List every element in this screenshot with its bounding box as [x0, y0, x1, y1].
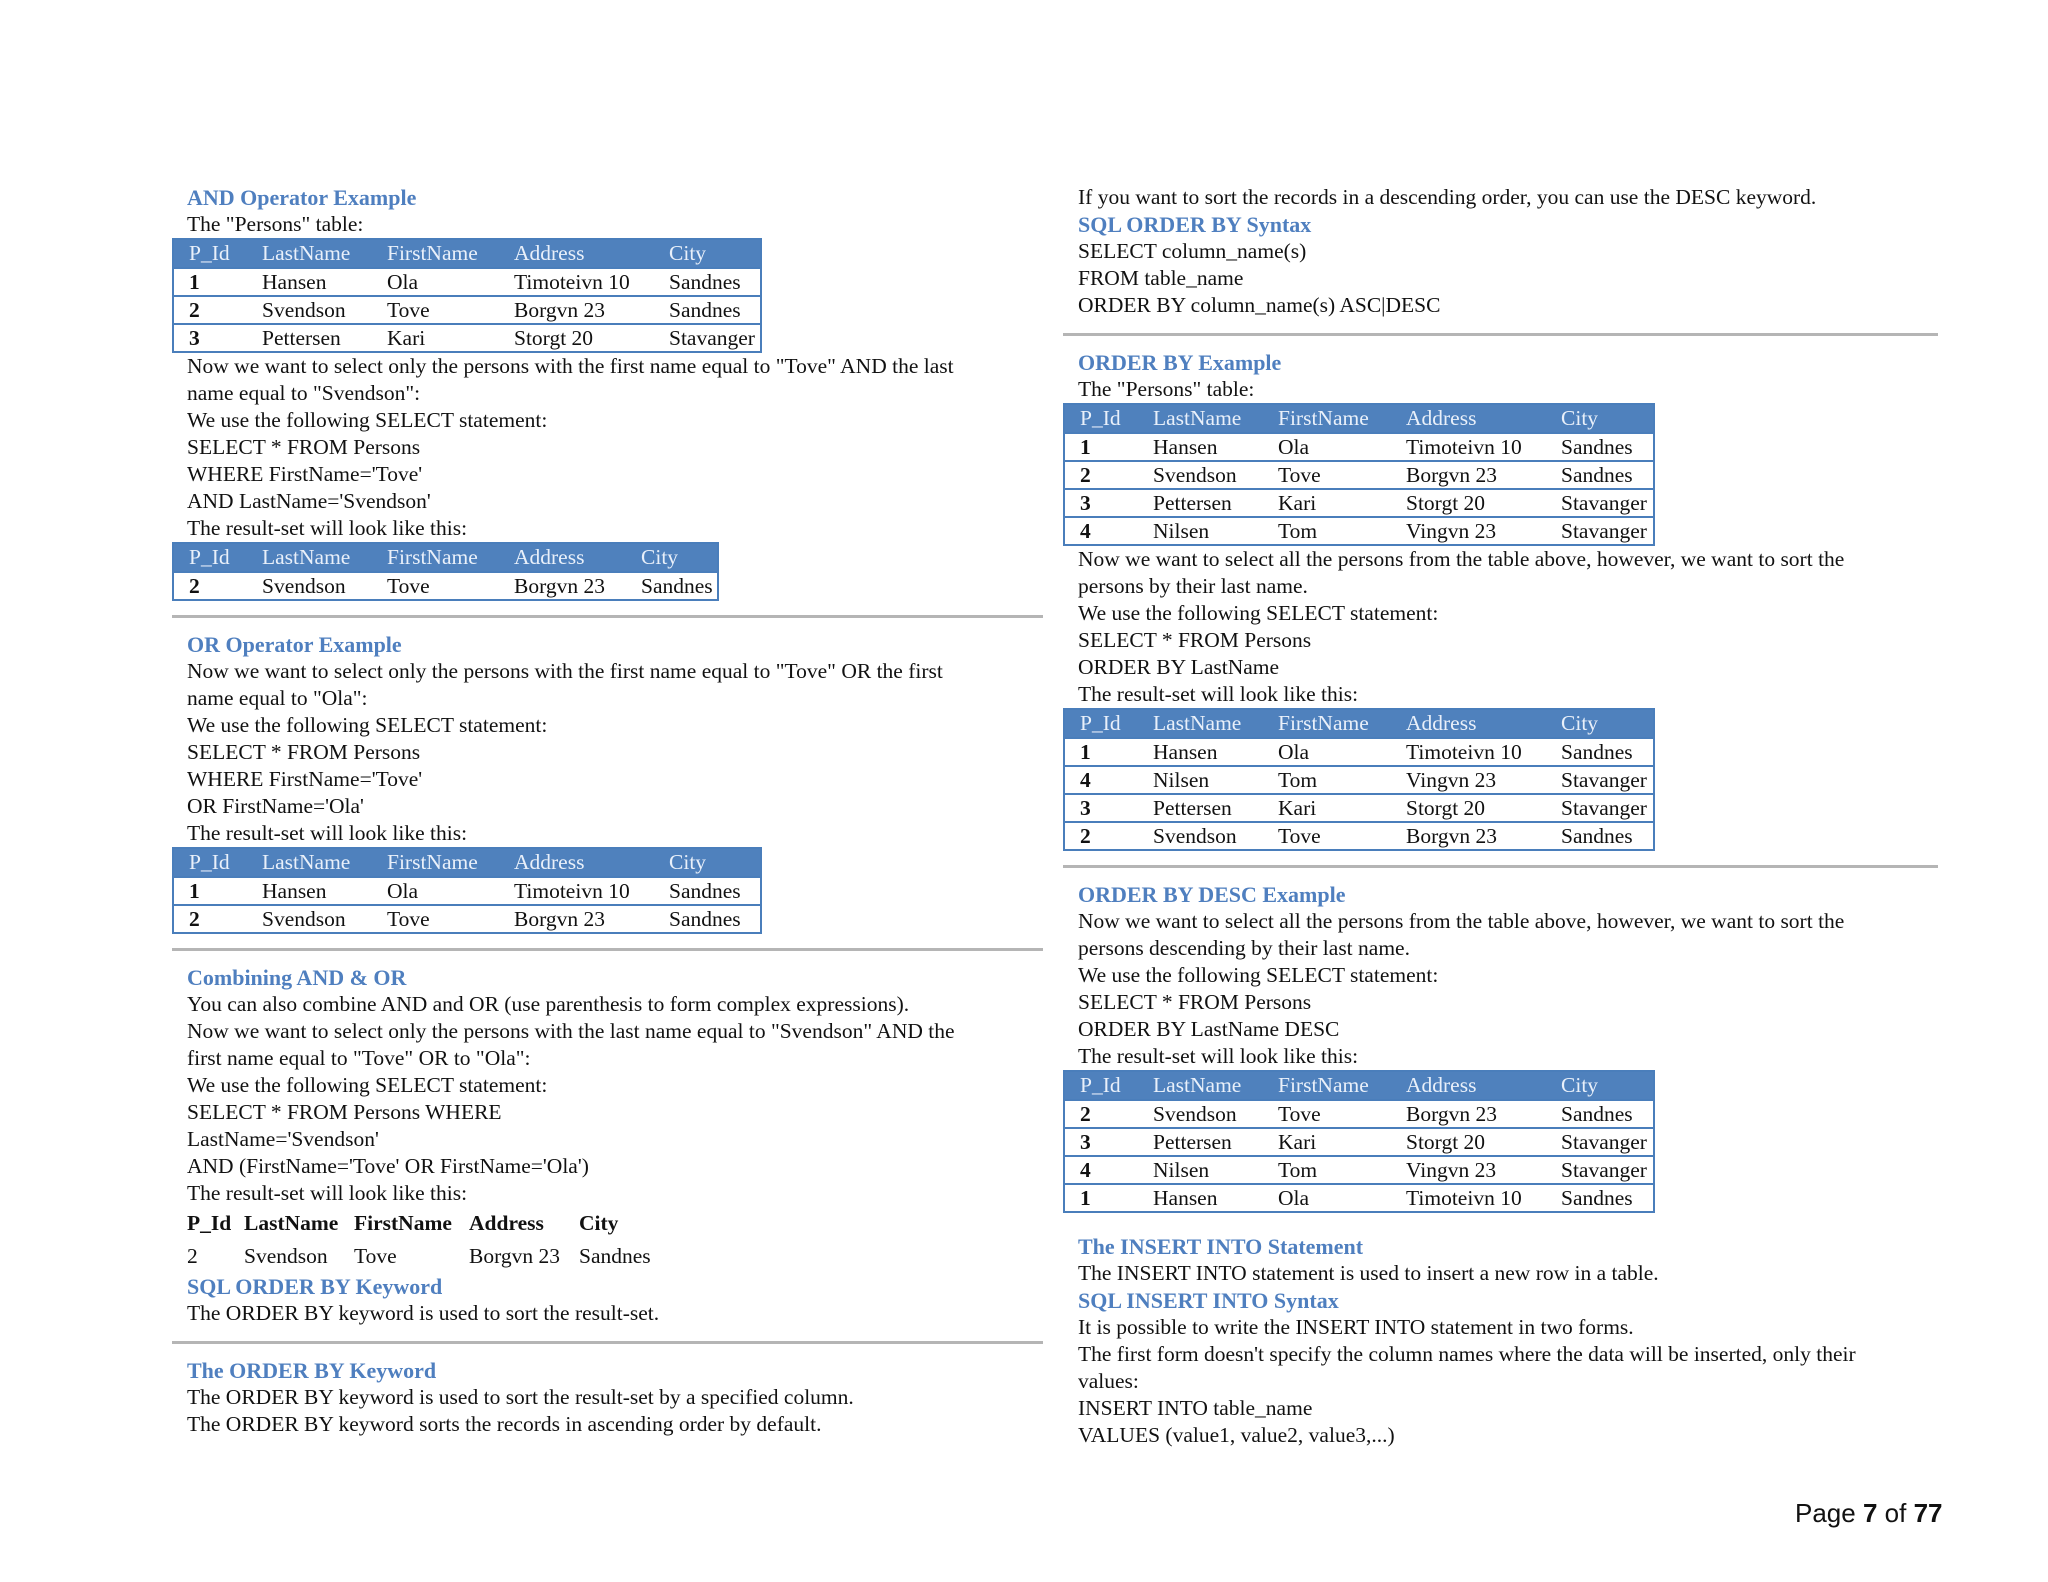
table-cell: Nilsen — [1138, 766, 1263, 794]
table-cell: 2 — [173, 905, 247, 933]
table-cell: Timoteivn 10 — [1391, 433, 1546, 461]
the-order-by-heading: The ORDER BY Keyword — [187, 1358, 437, 1383]
table-cell: Sandnes — [1546, 461, 1654, 489]
column-header: LastName — [1138, 709, 1263, 738]
insert-into-syntax-text — [1078, 1314, 1938, 1449]
text-line: persons by their last name. — [1078, 574, 1308, 598]
text-line: SELECT * FROM Persons — [1078, 990, 1312, 1014]
combining-result-row — [187, 1240, 1043, 1273]
table-cell: Borgvn 23 — [499, 296, 654, 324]
table-row — [1064, 1128, 1654, 1156]
table-cell: Tom — [1263, 517, 1391, 545]
table-row — [1064, 822, 1654, 850]
column-header: LastName — [1138, 404, 1263, 433]
table-cell: Stavanger — [1546, 794, 1654, 822]
total-pages: 77 — [1913, 1498, 1943, 1528]
text-line: Now we want to select only the persons with the first name equal to "Tove" AND the last — [187, 354, 954, 378]
column-header: City — [1546, 709, 1654, 738]
plain-cell: Svendson — [244, 1244, 328, 1268]
combining-text — [187, 991, 1043, 1207]
column-header: P_Id — [173, 239, 247, 268]
table-cell: Borgvn 23 — [499, 905, 654, 933]
column-header: P_Id — [1064, 404, 1138, 433]
table-cell: Tom — [1263, 766, 1391, 794]
table-cell: Hansen — [1138, 1184, 1263, 1212]
table-cell: 4 — [1064, 766, 1138, 794]
plain-header-cell: P_Id — [187, 1211, 232, 1235]
right-column — [1078, 184, 1938, 1449]
order-by-desc-text — [1078, 908, 1938, 1070]
table-cell: Storgt 20 — [1391, 1128, 1546, 1156]
text-line: It is possible to write the INSERT INTO statement in two forms. — [1078, 1315, 1634, 1339]
column-header: FirstName — [1263, 404, 1391, 433]
table-cell: Ola — [1263, 433, 1391, 461]
table-cell: Sandnes — [654, 268, 761, 296]
table-cell: Tove — [1263, 822, 1391, 850]
table-cell: Tom — [1263, 1156, 1391, 1184]
column-header: P_Id — [173, 848, 247, 877]
table-row — [173, 268, 761, 296]
table-cell: 3 — [173, 324, 247, 352]
text-line: The first form doesn't specify the column names where the data will be inserted, only their — [1078, 1342, 1856, 1366]
table-cell: Hansen — [1138, 433, 1263, 461]
table-header-row — [173, 543, 718, 572]
table-cell: 4 — [1064, 1156, 1138, 1184]
or-result-table — [172, 847, 762, 934]
table-row — [1064, 461, 1654, 489]
table-cell: Sandnes — [1546, 822, 1654, 850]
column-header: City — [1546, 1071, 1654, 1100]
column-header: P_Id — [173, 543, 247, 572]
column-header: City — [1546, 404, 1654, 433]
text-line: FROM table_name — [1078, 266, 1244, 290]
text-line: Now we want to select only the persons with the last name equal to "Svendson" AND the — [187, 1019, 955, 1043]
combining-heading: Combining AND & OR — [187, 965, 407, 990]
table-cell: Timoteivn 10 — [499, 268, 654, 296]
table-cell: Ola — [1263, 1184, 1391, 1212]
table-cell: 1 — [173, 268, 247, 296]
column-header: Address — [1391, 709, 1546, 738]
table-row — [173, 572, 718, 600]
column-header: Address — [499, 543, 626, 572]
persons-table — [1063, 403, 1655, 546]
table-cell: 2 — [173, 572, 247, 600]
order-by-desc-heading: ORDER BY DESC Example — [1078, 882, 1346, 907]
table-cell: Kari — [372, 324, 499, 352]
table-cell: Sandnes — [1546, 1100, 1654, 1128]
table-cell: 4 — [1064, 517, 1138, 545]
table-cell: Kari — [1263, 1128, 1391, 1156]
table-cell: Svendson — [1138, 1100, 1263, 1128]
table-row — [173, 877, 761, 905]
text-line: WHERE FirstName='Tove' — [187, 462, 423, 486]
plain-header-cell: City — [579, 1211, 619, 1235]
text-line: values: — [1078, 1369, 1139, 1393]
table-row — [1064, 1184, 1654, 1212]
text-line: first name equal to "Tove" OR to "Ola": — [187, 1046, 531, 1070]
text-line: INSERT INTO table_name — [1078, 1396, 1313, 1420]
table-cell: Sandnes — [654, 905, 761, 933]
persons-table — [172, 238, 762, 353]
table-cell: Pettersen — [1138, 1128, 1263, 1156]
table-row — [173, 324, 761, 352]
table-cell: Sandnes — [1546, 433, 1654, 461]
or-example-heading: OR Operator Example — [187, 632, 402, 657]
text-line: SELECT * FROM Persons — [187, 740, 421, 764]
table-cell: 2 — [1064, 822, 1138, 850]
column-header: Address — [499, 239, 654, 268]
table-cell: Sandnes — [654, 877, 761, 905]
text-line: AND (FirstName='Tove' OR FirstName='Ola') — [187, 1154, 589, 1178]
text-line: persons descending by their last name. — [1078, 936, 1410, 960]
table-cell: Vingvn 23 — [1391, 766, 1546, 794]
table-cell: Sandnes — [626, 572, 718, 600]
column-header: FirstName — [372, 543, 499, 572]
text-line: ORDER BY LastName DESC — [1078, 1017, 1340, 1041]
text-line: We use the following SELECT statement: — [1078, 601, 1439, 625]
table-cell: Tove — [372, 572, 499, 600]
table-cell: 3 — [1064, 1128, 1138, 1156]
table-cell: Storgt 20 — [499, 324, 654, 352]
column-header: FirstName — [1263, 709, 1391, 738]
column-header: FirstName — [372, 848, 499, 877]
text-line: LastName='Svendson' — [187, 1127, 379, 1151]
column-header: LastName — [247, 848, 372, 877]
table-cell: Storgt 20 — [1391, 489, 1546, 517]
table-cell: Timoteivn 10 — [1391, 1184, 1546, 1212]
insert-into-syntax-heading: SQL INSERT INTO Syntax — [1078, 1288, 1339, 1313]
text-line: Now we want to select all the persons from the table above, however, we want to sort the — [1078, 909, 1845, 933]
left-column — [187, 184, 1043, 1438]
order-by-example-heading: ORDER BY Example — [1078, 350, 1282, 375]
table-cell: Ola — [372, 877, 499, 905]
column-header: City — [654, 848, 761, 877]
table-cell: Ola — [1263, 738, 1391, 766]
desc-intro: If you want to sort the records in a descending order, you can use the DESC keyword. — [1078, 185, 1817, 209]
table-row — [1064, 489, 1654, 517]
table-cell: Vingvn 23 — [1391, 1156, 1546, 1184]
text-line: Now we want to select only the persons with the first name equal to "Tove" OR the first — [187, 659, 943, 683]
table-cell: 1 — [173, 877, 247, 905]
text-line: name equal to "Ola": — [187, 686, 368, 710]
table-row — [1064, 738, 1654, 766]
table-cell: Stavanger — [654, 324, 761, 352]
table-row — [173, 905, 761, 933]
text-line: SELECT * FROM Persons — [1078, 628, 1312, 652]
page-word: Page — [1795, 1498, 1856, 1528]
column-header: City — [626, 543, 718, 572]
table-cell: Svendson — [247, 572, 372, 600]
and-example-intro: The "Persons" table: — [187, 212, 364, 236]
table-cell: Borgvn 23 — [1391, 822, 1546, 850]
order-by-syntax-heading: SQL ORDER BY Syntax — [1078, 212, 1312, 237]
table-cell: 2 — [1064, 1100, 1138, 1128]
table-cell: Borgvn 23 — [499, 572, 626, 600]
column-header: Address — [499, 848, 654, 877]
table-cell: Hansen — [1138, 738, 1263, 766]
table-cell: Borgvn 23 — [1391, 1100, 1546, 1128]
section-divider — [172, 948, 1043, 951]
text-line: AND LastName='Svendson' — [187, 489, 431, 513]
table-cell: Svendson — [247, 296, 372, 324]
column-header: LastName — [247, 239, 372, 268]
table-row — [1064, 1100, 1654, 1128]
text-line: The result-set will look like this: — [187, 821, 468, 845]
text-line: The result-set will look like this: — [187, 516, 468, 540]
text-line: The result-set will look like this: — [1078, 682, 1359, 706]
table-cell: Nilsen — [1138, 517, 1263, 545]
column-header: City — [654, 239, 761, 268]
table-cell: Stavanger — [1546, 489, 1654, 517]
table-cell: Nilsen — [1138, 1156, 1263, 1184]
plain-header-cell: FirstName — [354, 1211, 452, 1235]
table-cell: Tove — [372, 905, 499, 933]
text-line: OR FirstName='Ola' — [187, 794, 364, 818]
table-cell: 1 — [1064, 1184, 1138, 1212]
text-line: ORDER BY column_name(s) ASC|DESC — [1078, 293, 1441, 317]
text-line: SELECT * FROM Persons — [187, 435, 421, 459]
table-cell: Stavanger — [1546, 517, 1654, 545]
text-line: WHERE FirstName='Tove' — [187, 767, 423, 791]
text-line: The result-set will look like this: — [1078, 1044, 1359, 1068]
table-cell: 1 — [1064, 433, 1138, 461]
table-row — [1064, 766, 1654, 794]
table-cell: Svendson — [1138, 822, 1263, 850]
table-cell: Tove — [372, 296, 499, 324]
text-line: Now we want to select all the persons from the table above, however, we want to sort the — [1078, 547, 1845, 571]
text-line: VALUES (value1, value2, value3,...) — [1078, 1423, 1395, 1447]
table-cell: Sandnes — [1546, 1184, 1654, 1212]
column-header: LastName — [1138, 1071, 1263, 1100]
table-row — [1064, 1156, 1654, 1184]
order-by-keyword-text: The ORDER BY keyword is used to sort the result-set. — [187, 1301, 660, 1325]
table-cell: 3 — [1064, 489, 1138, 517]
table-cell: Pettersen — [247, 324, 372, 352]
table-cell: Sandnes — [654, 296, 761, 324]
table-cell: Hansen — [247, 268, 372, 296]
section-divider — [172, 1341, 1043, 1344]
plain-header-cell: LastName — [244, 1211, 339, 1235]
text-line: We use the following SELECT statement: — [187, 408, 548, 432]
table-cell: Hansen — [247, 877, 372, 905]
page-number-footer — [1795, 1498, 1943, 1529]
order-by-desc-result-table — [1063, 1070, 1655, 1213]
insert-into-text: The INSERT INTO statement is used to insert a new row in a table. — [1078, 1261, 1659, 1285]
table-cell: Vingvn 23 — [1391, 517, 1546, 545]
table-cell: Stavanger — [1546, 766, 1654, 794]
text-line: name equal to "Svendson": — [187, 381, 421, 405]
table-cell: Kari — [1263, 489, 1391, 517]
and-example-text — [187, 353, 1043, 542]
and-example-heading: AND Operator Example — [187, 185, 417, 210]
order-by-example-text — [1078, 546, 1938, 708]
text-line: We use the following SELECT statement: — [1078, 963, 1439, 987]
plain-header-cell: Address — [469, 1211, 544, 1235]
table-cell: 3 — [1064, 794, 1138, 822]
table-cell: 2 — [1064, 461, 1138, 489]
column-header: Address — [1391, 404, 1546, 433]
table-cell: Sandnes — [1546, 738, 1654, 766]
table-cell: Ola — [372, 268, 499, 296]
order-by-keyword-heading: SQL ORDER BY Keyword — [187, 1274, 443, 1299]
order-by-result-table — [1063, 708, 1655, 851]
table-row — [173, 296, 761, 324]
column-header: P_Id — [1064, 709, 1138, 738]
section-divider — [1063, 333, 1938, 336]
table-header-row — [1064, 1071, 1654, 1100]
current-page: 7 — [1862, 1498, 1878, 1528]
table-cell: Storgt 20 — [1391, 794, 1546, 822]
plain-cell: Sandnes — [579, 1244, 651, 1268]
combining-result — [187, 1207, 1043, 1273]
column-header: LastName — [247, 543, 372, 572]
table-cell: Stavanger — [1546, 1156, 1654, 1184]
table-row — [1064, 517, 1654, 545]
text-line: The result-set will look like this: — [187, 1181, 468, 1205]
or-example-text — [187, 658, 1043, 847]
column-header: P_Id — [1064, 1071, 1138, 1100]
plain-cell: Borgvn 23 — [469, 1244, 560, 1268]
table-cell: 1 — [1064, 738, 1138, 766]
order-by-example-intro: The "Persons" table: — [1078, 377, 1255, 401]
table-header-row — [1064, 404, 1654, 433]
text-line: We use the following SELECT statement: — [187, 713, 548, 737]
table-cell: Svendson — [247, 905, 372, 933]
table-cell: Stavanger — [1546, 1128, 1654, 1156]
column-header: FirstName — [1263, 1071, 1391, 1100]
table-row — [1064, 433, 1654, 461]
table-row — [1064, 794, 1654, 822]
text-line: You can also combine AND and OR (use parenthesis to form complex expressions). — [187, 992, 910, 1016]
and-result-table — [172, 542, 719, 601]
table-cell: Tove — [1263, 1100, 1391, 1128]
plain-cell: Tove — [354, 1244, 397, 1268]
insert-into-heading: The INSERT INTO Statement — [1078, 1234, 1364, 1259]
table-cell: Pettersen — [1138, 489, 1263, 517]
table-cell: Borgvn 23 — [1391, 461, 1546, 489]
section-divider — [172, 615, 1043, 618]
table-cell: Timoteivn 10 — [499, 877, 654, 905]
text-line: SELECT column_name(s) — [1078, 239, 1307, 263]
table-header-row — [173, 848, 761, 877]
text-line: SELECT * FROM Persons WHERE — [187, 1100, 502, 1124]
section-divider — [1063, 865, 1938, 868]
text-line: ORDER BY LastName — [1078, 655, 1280, 679]
table-cell: Kari — [1263, 794, 1391, 822]
table-cell: Pettersen — [1138, 794, 1263, 822]
plain-cell: 2 — [187, 1244, 198, 1268]
text-line: We use the following SELECT statement: — [187, 1073, 548, 1097]
table-header-row — [1064, 709, 1654, 738]
column-header: FirstName — [372, 239, 499, 268]
order-by-syntax-code — [1078, 238, 1938, 319]
table-cell: Timoteivn 10 — [1391, 738, 1546, 766]
combining-result-header — [187, 1207, 1043, 1240]
of-word: of — [1884, 1498, 1907, 1528]
table-cell: Tove — [1263, 461, 1391, 489]
table-header-row — [173, 239, 761, 268]
column-header: Address — [1391, 1071, 1546, 1100]
table-cell: 2 — [173, 296, 247, 324]
text-line: The ORDER BY keyword is used to sort the result-set by a specified column. — [187, 1385, 854, 1409]
table-cell: Svendson — [1138, 461, 1263, 489]
text-line: The ORDER BY keyword sorts the records in ascending order by default. — [187, 1412, 822, 1436]
the-order-by-text — [187, 1384, 1043, 1438]
